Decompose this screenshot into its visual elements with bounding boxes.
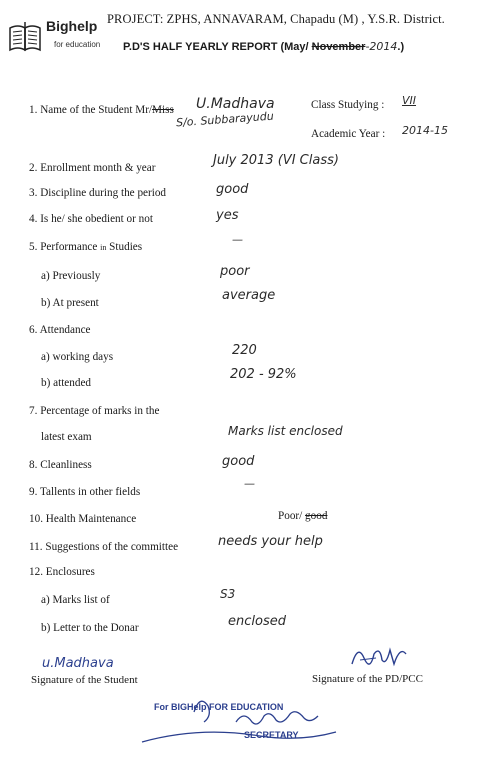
student-signature-label: Signature of the Student (31, 674, 138, 686)
student-signature: u.Madhava (42, 656, 114, 671)
marks-list-value: S3 (220, 587, 236, 601)
academic-year-label: Academic Year : (311, 128, 386, 140)
obedient-value: yes (216, 208, 239, 223)
report-prefix: P.D'S HALF YEARLY REPORT (May/ (123, 41, 312, 53)
student-parent-value: S/o. Subbarayudu (175, 109, 275, 130)
discipline-value: good (216, 182, 249, 197)
project-title: PROJECT: ZPHS, ANNAVARAM, Chapadu (M) , Y.S.R. District. (107, 12, 445, 26)
letter-donor-value: enclosed (228, 614, 286, 629)
logo-name: Bighelp (46, 18, 98, 34)
cleanliness-value: good (222, 454, 255, 469)
working-days-label: a) working days (41, 351, 114, 363)
letter-donor-label: b) Letter to the Donar (41, 622, 139, 634)
student-name-label: 1. Name of the Student Mr/Miss (29, 104, 174, 116)
stamp-title: SECRETARY (244, 730, 299, 740)
logo-tagline: for education (54, 40, 101, 49)
percentage-value: Marks list enclosed (228, 424, 343, 438)
percentage-label-line2: latest exam (41, 431, 92, 443)
pd-signature-label: Signature of the PD/PCC (312, 673, 423, 685)
attended-label: b) attended (41, 377, 92, 389)
academic-year-value: 2014-15 (402, 124, 448, 137)
attendance-label: 6. Attendance (29, 324, 91, 336)
report-title (123, 40, 404, 53)
suggestions-label: 11. Suggestions of the committee (29, 541, 179, 553)
working-days-value: 220 (232, 343, 257, 358)
performance-label: 5. Performance in Studies (29, 241, 143, 253)
obedient-label: 4. Is he/ she obedient or not (29, 213, 153, 225)
performance-dash: — (232, 233, 243, 246)
talents-label: 9. Tallents in other fields (29, 486, 141, 498)
percentage-label-line1: 7. Percentage of marks in the (29, 405, 160, 417)
previously-label: a) Previously (41, 270, 101, 282)
talents-dash: — (244, 477, 255, 490)
report-struck-month: November (311, 41, 366, 53)
at-present-label: b) At present (41, 297, 99, 309)
discipline-label: 3. Discipline during the period (29, 187, 167, 199)
enrollment-value: July 2013 (VI Class) (213, 153, 339, 168)
enrollment-label: 2. Enrollment month & year (29, 162, 156, 174)
student-name-value: U.Madhava (196, 96, 275, 112)
health-label: 10. Health Maintenance (29, 513, 137, 525)
at-present-value: average (222, 288, 276, 303)
stamp-signature-scribble (140, 692, 340, 752)
book-icon (8, 20, 42, 54)
enclosures-label: 12. Enclosures (29, 566, 95, 578)
report-year: -2014 (365, 40, 398, 53)
class-label: Class Studying : (311, 99, 385, 111)
class-value: VII (402, 94, 417, 107)
secretary-stamp (140, 692, 340, 752)
bighelp-logo (8, 12, 104, 62)
report-suffix: .) (397, 41, 405, 53)
pd-signature-scribble (346, 636, 414, 676)
attended-value: 202 - 92% (230, 367, 297, 382)
cleanliness-label: 8. Cleanliness (29, 459, 92, 471)
suggestions-value: needs your help (218, 534, 323, 549)
health-value: Poor/ good (278, 510, 328, 522)
marks-list-label: a) Marks list of (41, 594, 110, 606)
stamp-organization: For BIGHelp FOR EDUCATION (154, 702, 284, 712)
previously-value: poor (220, 264, 250, 279)
